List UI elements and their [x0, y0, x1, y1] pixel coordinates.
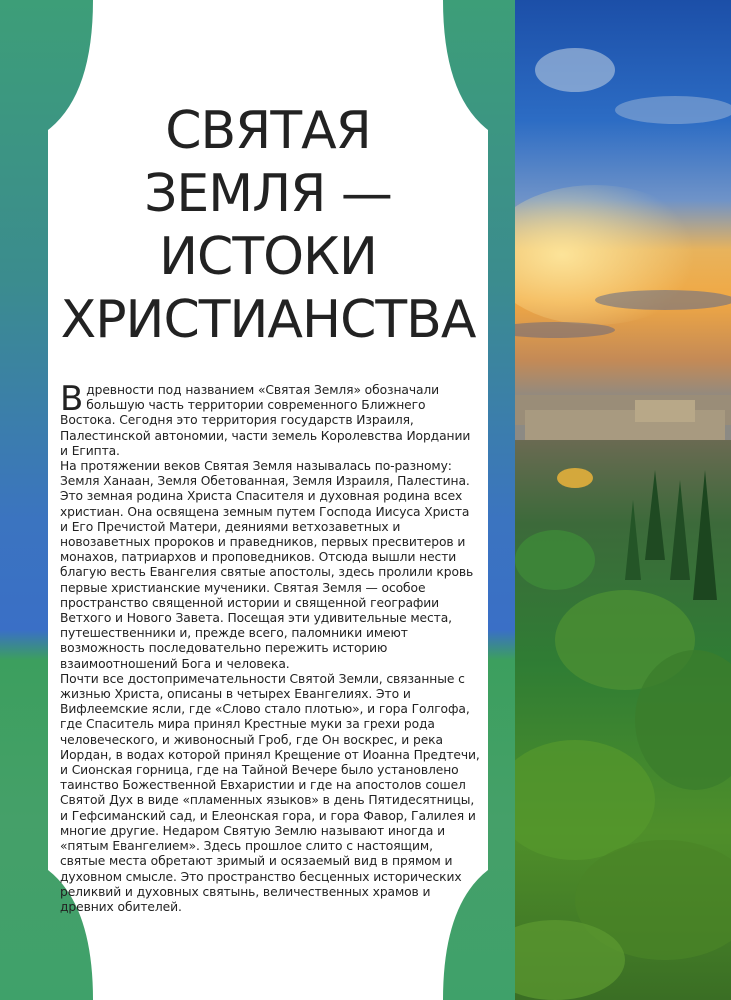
article-body: [60, 379, 480, 915]
paragraph-3: Это земная родина Христа Спасителя и духовная родина всех христиан. Она освящена земным путем Господа Иисуса Христа и Его Пречистой Матери, деяниями ветхозаветных и новозаветных пророков и праведников, первых пресвитеров и монахов, патриархов и проповедников. Отсюда вышли нести благую весть Евангелия святые апостолы, здесь пролили кровь первые христианские мученики. Святая Земля — особое пространство священной истории и священной географии Ветхого и Нового Завета. Посещая эти удивительные места, путешественники и, прежде всего, паломники имеют возможность последовательно пережить историю взаимоотношений Бога и человека.: [60, 489, 474, 671]
paragraph-1: Вдревности под названием «Святая Земля» обозначали большую часть территории современного Ближнего Востока. Сегодня это территория государств Израиля, Палестинской автономии, части земель Королевства Иордании и Египта.: [60, 379, 471, 458]
title-line-4: ХРИСТИАНСТВА: [60, 290, 476, 350]
title-line-3: ИСТОКИ: [159, 227, 377, 287]
title-line-1: СВЯТАЯ: [165, 101, 371, 161]
title-line-2: ЗЕМЛЯ —: [144, 164, 392, 224]
page-title: [38, 100, 498, 352]
drop-cap: В: [60, 379, 84, 419]
jerusalem-landscape-photo: [515, 0, 731, 1000]
paragraph-4: Почти все достопримечательности Святой Земли, связанные с жизнью Христа, описаны в четырех Евангелиях. Это и Вифлеемские ясли, где «Слово стало плотью», и гора Голгофа, где Спаситель мира принял Крестные муки за грехи рода человеческого, и живоносный Гроб, где Он воскрес, и река Иордан, в водах которой принял Крещение от Иоанна Предтечи, и Сионская горница, где на Тайной Вечере было установлено таинство Божественной Евхаристии и где на апостолов сошел Святой Дух в виде «пламенных языков» в день Пятидесятницы, и Гефсиманский сад, и Елеонская гора, и гора Фавор, Галилея и многие другие. Недаром Святую Землю называют иногда и «пятым Евангелием». Здесь прошлое слито с настоящим, святые места обретают зримый и осязаемый вид в прямом и духовном смысле. Это пространство бесценных исторических реликвий и духовных святынь, величественных храмов и древних обителей.: [60, 671, 480, 914]
paragraph-2: На протяжении веков Святая Земля называлась по-разному: Земля Ханаан, Земля Обетованная, Земля Израиля, Палестина.: [60, 459, 470, 489]
